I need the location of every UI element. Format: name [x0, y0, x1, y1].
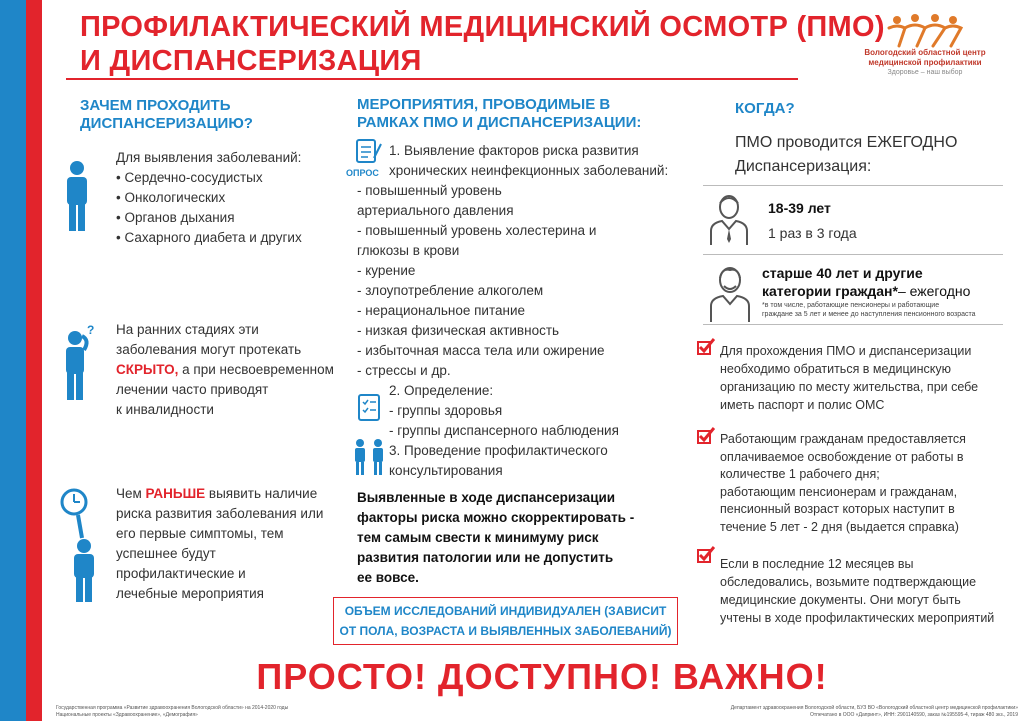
- right-heading: КОГДА?: [735, 100, 795, 117]
- right-divider-1: [703, 185, 1003, 186]
- block2-line: [116, 360, 376, 380]
- disease-list: [116, 168, 336, 248]
- activities-list: [357, 141, 697, 481]
- note-line: ее вовсе.: [357, 570, 419, 585]
- note-line: медицинские документы. Они могут быть: [720, 593, 961, 607]
- title-line-2: И ДИСПАНСЕРИЗАЦИЯ: [80, 45, 422, 77]
- note-line: организацию по месту жительства, при себе: [720, 380, 979, 394]
- block3-line: его первые симптомы, тем: [116, 526, 284, 541]
- list-item: • Сердечно-сосудистых: [116, 168, 336, 188]
- left-heading-line-2: ДИСПАНСЕРИЗАЦИЮ?: [80, 115, 253, 132]
- list-item: - повышенный уровень: [357, 183, 502, 198]
- list-item: • Сахарного диабета и других: [116, 228, 336, 248]
- note-line: развития патологии или не допустить: [357, 550, 614, 565]
- list-item: - избыточная масса тела или ожирение: [357, 343, 605, 358]
- footer-line: Департамент здравоохранения Вологодской области, БУЗ ВО «Вологодский областной центр медицинской профилактики»: [730, 705, 1018, 711]
- note-line: факторы риска можно скорректировать -: [357, 510, 635, 525]
- logo-text-1: Вологодский областной центр: [864, 48, 986, 57]
- block2-line: лечении часто приводят: [116, 382, 269, 397]
- checkbox-checked-icon: [697, 546, 715, 564]
- page-title: [80, 10, 885, 78]
- pmo-annual: ПМО проводится ЕЖЕГОДНО: [735, 134, 958, 151]
- list-item: хронических неинфекционных заболеваний:: [389, 163, 669, 178]
- logo-text-2: медицинской профилактики: [868, 58, 982, 67]
- right-divider-2: [703, 254, 1003, 255]
- block3-pre: Чем: [116, 486, 146, 501]
- list-item: глюкозы в крови: [357, 243, 460, 258]
- survey-icon-label: ОПРОС: [346, 168, 379, 178]
- list-item: - группы здоровья: [389, 403, 503, 418]
- block3-line: успешнее будут: [116, 546, 216, 561]
- note-line: Работающим гражданам предоставляется: [720, 432, 966, 446]
- note-line: оплачиваемое освобождение от работы в: [720, 449, 964, 464]
- block2-line: заболевания могут протекать: [116, 342, 302, 357]
- person-clock-icon: [58, 488, 100, 604]
- left-heading-line-1: ЗАЧЕМ ПРОХОДИТЬ: [80, 97, 231, 114]
- person-standing-icon: [62, 160, 92, 232]
- middle-heading-line-1: МЕРОПРИЯТИЯ, ПРОВОДИМЫЕ В: [357, 96, 611, 113]
- note-line: работающим пенсионерам и гражданам,: [720, 484, 958, 499]
- footer-line: Национальные проекты «Здравоохранение», «Демография»: [56, 712, 198, 718]
- block3-post: выявить наличие: [205, 486, 318, 501]
- slogan: ПРОСТО! ДОСТУПНО! ВАЖНО!: [256, 656, 828, 697]
- hidden-highlight: СКРЫТО,: [116, 362, 179, 377]
- list-item: - низкая физическая активность: [357, 323, 560, 338]
- check-note-1: [720, 342, 978, 414]
- note-line: Для прохождения ПМО и диспансеризации: [720, 344, 972, 358]
- list-item: • Онкологических: [116, 188, 336, 208]
- title-line-1: ПРОФИЛАКТИЧЕСКИЙ МЕДИЦИНСКИЙ ОСМОТР (ПМО): [80, 11, 885, 43]
- age-footnote: [762, 301, 976, 319]
- block2-line-rest: а при несвоевременном: [178, 362, 334, 377]
- block2-line: На ранних стадиях эти: [116, 322, 259, 337]
- schedule-intro: [735, 131, 957, 179]
- list-item: - группы диспансерного наблюдения: [389, 423, 619, 438]
- footnote-line: *в том числе, работающие пенсионеры и работающие: [762, 302, 940, 309]
- middle-heading-line-2: РАМКАХ ПМО И ДИСПАНСЕРИЗАЦИИ:: [357, 114, 642, 131]
- left-heading: [80, 97, 253, 133]
- footer-right: [700, 705, 1018, 719]
- age-group-1-frequency: 1 раз в 3 года: [768, 225, 857, 241]
- block2-line: к инвалидности: [116, 402, 214, 417]
- block3-line: профилактические и: [116, 566, 246, 581]
- risk-correction-note: [357, 488, 697, 588]
- list-item: 3. Проведение профилактического: [389, 443, 608, 458]
- age-group-2-line-2: категории граждан*: [762, 283, 898, 299]
- older-man-icon: [708, 264, 752, 324]
- left-blue-stripe: [0, 0, 26, 721]
- box-line-2: ОТ ПОЛА, ВОЗРАСТА И ВЫЯВЛЕННЫХ ЗАБОЛЕВАНИЙ): [339, 624, 672, 638]
- note-line: обследовались, возьмите подтверждающие: [720, 575, 977, 589]
- note-line: учтены в ходе профилактических мероприятий: [720, 611, 995, 625]
- age-group-1: 18-39 лет: [768, 200, 831, 216]
- check-note-2: [720, 431, 966, 536]
- list-item: консультирования: [389, 463, 503, 478]
- right-divider-3: [703, 324, 1003, 325]
- footer-left: [56, 705, 288, 719]
- list-item: 2. Определение:: [389, 383, 494, 398]
- left-red-stripe: [26, 0, 42, 721]
- left-block-2: [116, 320, 376, 420]
- note-line: Если в последние 12 месяцев вы: [720, 557, 914, 571]
- note-line: тем самым свести к минимуму риск: [357, 530, 599, 545]
- individual-scope-box: [333, 597, 678, 645]
- footnote-line: граждане за 5 лет и менее до наступления пенсионного возраста: [762, 311, 976, 318]
- list-item: - курение: [357, 263, 416, 278]
- title-divider: [66, 78, 798, 80]
- footer-line: Государственная программа «Развитие здравоохранения Вологодской области» на 2014-2020 годы: [56, 705, 289, 711]
- left-block-3: [116, 484, 351, 604]
- block3-line: риска развития заболевания или: [116, 506, 324, 521]
- list-item: - злоупотребление алкоголем: [357, 283, 544, 298]
- note-line: пенсионный возраст которых наступит в: [720, 502, 955, 516]
- logo-slogan: Здоровье – наш выбор: [887, 69, 963, 76]
- footer-line: Отпечатано в ООО «Дапринт», ИНН: 2901140590, заказ №195595-4, тираж 480 экз., 2019: [809, 712, 1018, 718]
- note-line: количестве 1 рабочего дня;: [720, 467, 880, 481]
- list-item: - нерациональное питание: [357, 303, 525, 318]
- list-item: • Органов дыхания: [116, 208, 336, 228]
- box-line-1: ОБЪЕМ ИССЛЕДОВАНИЙ ИНДИВИДУАЛЕН (ЗАВИСИТ: [344, 604, 667, 618]
- age-group-2: [762, 264, 970, 300]
- list-item: - стрессы и др.: [357, 363, 451, 378]
- block1-intro: Для выявления заболеваний:: [116, 150, 302, 165]
- middle-heading: [357, 96, 641, 132]
- left-block-1: [116, 148, 336, 248]
- block3-line: [116, 484, 351, 504]
- note-line: течение 5 лет - 2 дня (выдается справка): [720, 519, 959, 534]
- young-man-icon: [708, 193, 750, 247]
- checkbox-checked-icon: [697, 427, 715, 445]
- dispensary-label: Диспансеризация:: [735, 158, 872, 175]
- note-line: необходимо обратиться в медицинскую: [720, 362, 951, 376]
- age-group-2-frequency: – ежегодно: [897, 283, 971, 299]
- logo: [855, 14, 995, 77]
- check-note-3: [720, 555, 994, 627]
- block3-line: лечебные мероприятия: [116, 586, 264, 601]
- list-item: 1. Выявление факторов риска развития: [389, 143, 639, 158]
- checkbox-checked-icon: [697, 338, 715, 356]
- list-item: артериального давления: [357, 203, 514, 218]
- svg-text:?: ?: [87, 324, 95, 337]
- note-line: Выявленные в ходе диспансеризации: [357, 490, 616, 505]
- logo-people-icon: [885, 14, 965, 48]
- person-thinking-icon: [60, 324, 100, 402]
- age-group-2-line-1: старше 40 лет и другие: [762, 265, 923, 281]
- note-line: иметь паспорт и полис ОМС: [720, 398, 885, 412]
- list-item: - повышенный уровень холестерина и: [357, 223, 597, 238]
- earlier-highlight: РАНЬШЕ: [145, 486, 206, 501]
